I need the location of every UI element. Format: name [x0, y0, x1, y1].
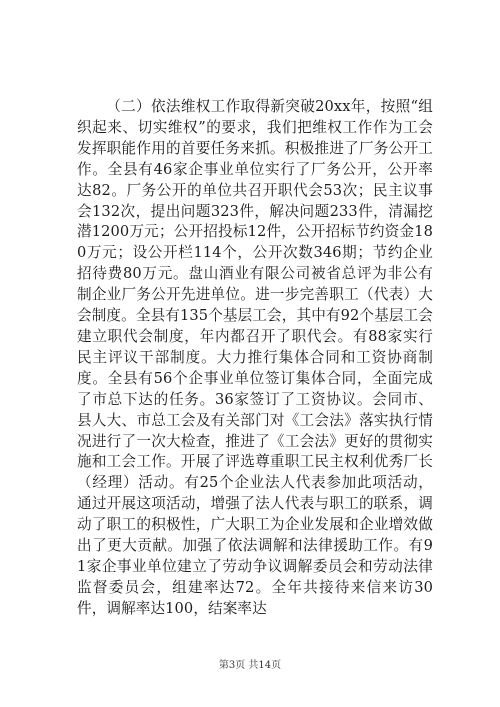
- page-number-footer: 第3页 共14页: [218, 660, 282, 671]
- body-paragraph: （二）依法维权工作取得新突破20xx年，按照“组织起来、切实维权”的要求，我们把维权工作作为工会发挥职能作用的首要任务来抓。积极推进了厂务公开工作。全县有46家企事业单位实行了厂务公开，公开率达82。厂务公开的单位共召开职代会53次；民主议事会132次，提出问题323件，解决问题233件，清漏挖潜1200万元；公开招投标12件，公开招标节约资金180万元；设公开栏114个，公开次数346期；节约企业招待费80万元。盘山酒业有限公司被省总评为非公有制企业厂务公开先进单位。进一步完善职工（代表）大会制度。全县有135个基层工会，其中有92个基层工会建立职代会制度，年内都召开了职代会。有88家实行民主评议干部制度。大力推行集体合同和工资协商制度。全县有56个企事业单位签订集体合同，全面完成了市总下达的任务。36家签订了工资协议。会同市、县人大、市总工会及有关部门对《工会法》落实执行情况进行了一次大检查，推进了《工会法》更好的贯彻实施和工会工作。开展了评选尊重职工民主权利优秀厂长（经理）活动。有25个企业法人代表参加此项活动，通过开展这项活动，增强了法人代表与职工的联系，调动了职工的积极性，广大职工为企业发展和企业增效做出了更大贡献。加强了依法调解和法律援助工作。有91家企事业单位建立了劳动争议调解委员会和劳动法律监督委员会，组建率达72。全年共接待来信来访30件，调解率达100，结案率达: [77, 98, 433, 617]
